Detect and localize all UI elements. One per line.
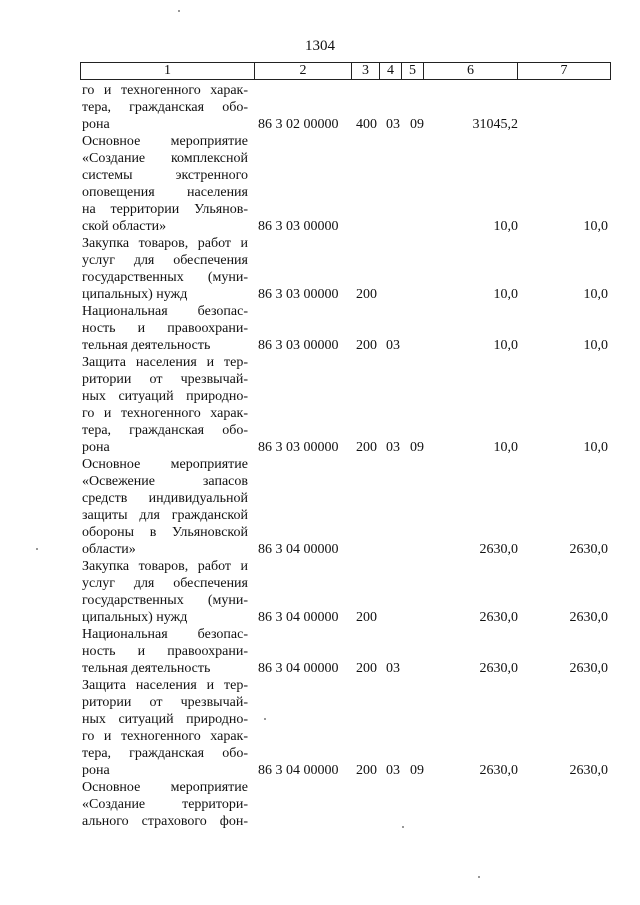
- row-description: [82, 303, 248, 354]
- column-number-2: 2: [255, 63, 352, 80]
- amount-column-6: 10,0: [493, 338, 518, 353]
- column-number-5: 5: [402, 63, 424, 80]
- amount-column-7: 2630,0: [569, 542, 608, 557]
- description-line: Национальная безопас-: [82, 304, 248, 319]
- description-line: тера, гражданская обо-: [82, 423, 248, 438]
- expense-type-code: 200: [356, 610, 377, 625]
- description-line: «Создание территори-: [82, 797, 248, 812]
- amount-column-6: 10,0: [493, 219, 518, 234]
- description-line: Закупка товаров, работ и: [82, 559, 248, 574]
- scan-speck: [478, 876, 480, 878]
- description-line: ных ситуаций природно-: [82, 712, 248, 727]
- amount-column-6: 10,0: [493, 440, 518, 455]
- description-line: рона: [82, 117, 110, 132]
- table-row: [0, 677, 640, 779]
- target-article-code: 86 3 04 00000: [258, 661, 339, 676]
- amount-column-6: 2630,0: [479, 661, 518, 676]
- description-line: Основное мероприятие: [82, 134, 248, 149]
- target-article-code: 86 3 04 00000: [258, 610, 339, 625]
- row-description: [82, 558, 248, 626]
- row-description: [82, 133, 248, 235]
- description-line: Основное мероприятие: [82, 457, 248, 472]
- amount-column-6: 2630,0: [479, 763, 518, 778]
- subsection-code: 09: [410, 440, 424, 455]
- amount-column-6: 2630,0: [479, 542, 518, 557]
- expense-type-code: 200: [356, 287, 377, 302]
- section-code: 03: [386, 338, 400, 353]
- description-line: Защита населения и тер-: [82, 355, 248, 370]
- description-line: го и техногенного харак-: [82, 83, 248, 98]
- amount-column-6: 31045,2: [472, 117, 518, 132]
- description-line: защиты для гражданской: [82, 508, 248, 523]
- description-line: ального страхового фон-: [82, 814, 248, 829]
- scan-speck: [402, 826, 404, 828]
- target-article-code: 86 3 02 00000: [258, 117, 339, 132]
- description-line: ципальных) нужд: [82, 287, 188, 302]
- row-description: [82, 626, 248, 677]
- subsection-code: 09: [410, 117, 424, 132]
- description-line: Защита населения и тер-: [82, 678, 248, 693]
- amount-column-7: 10,0: [583, 440, 608, 455]
- description-line: рона: [82, 763, 110, 778]
- scan-speck: [264, 718, 266, 720]
- subsection-code: 09: [410, 763, 424, 778]
- amount-column-6: 10,0: [493, 287, 518, 302]
- description-line: тельная деятельность: [82, 338, 211, 353]
- target-article-code: 86 3 04 00000: [258, 542, 339, 557]
- description-line: тера, гражданская обо-: [82, 746, 248, 761]
- description-line: ность и правоохрани-: [82, 321, 248, 336]
- row-description: [82, 677, 248, 779]
- section-code: 03: [386, 117, 400, 132]
- target-article-code: 86 3 03 00000: [258, 338, 339, 353]
- description-line: Национальная безопас-: [82, 627, 248, 642]
- description-line: Основное мероприятие: [82, 780, 248, 795]
- amount-column-7: 10,0: [583, 219, 608, 234]
- target-article-code: 86 3 03 00000: [258, 440, 339, 455]
- row-description: [82, 235, 248, 303]
- column-number-6: 6: [424, 63, 518, 80]
- description-line: услуг для обеспечения: [82, 253, 248, 268]
- description-line: го и техногенного харак-: [82, 406, 248, 421]
- table-row: [0, 82, 640, 133]
- description-line: услуг для обеспечения: [82, 576, 248, 591]
- description-line: области»: [82, 542, 136, 557]
- table-row: [0, 558, 640, 626]
- column-number-1: 1: [81, 63, 255, 80]
- description-line: ской области»: [82, 219, 167, 234]
- column-header-table: [80, 62, 611, 80]
- amount-column-7: 2630,0: [569, 763, 608, 778]
- section-code: 03: [386, 763, 400, 778]
- expense-type-code: 200: [356, 661, 377, 676]
- expense-type-code: 200: [356, 338, 377, 353]
- description-line: рона: [82, 440, 110, 455]
- expense-type-code: 400: [356, 117, 377, 132]
- amount-column-6: 2630,0: [479, 610, 518, 625]
- table-row: [0, 303, 640, 354]
- amount-column-7: 10,0: [583, 287, 608, 302]
- description-line: ципальных) нужд: [82, 610, 188, 625]
- description-line: тера, гражданская обо-: [82, 100, 248, 115]
- description-line: средств индивидуальной: [82, 491, 248, 506]
- section-code: 03: [386, 661, 400, 676]
- description-line: ритории от чрезвычай-: [82, 695, 248, 710]
- description-line: государственных (муни-: [82, 593, 248, 608]
- table-row: [0, 626, 640, 677]
- expense-type-code: 200: [356, 440, 377, 455]
- description-line: Закупка товаров, работ и: [82, 236, 248, 251]
- target-article-code: 86 3 04 00000: [258, 763, 339, 778]
- description-line: обороны в Ульяновской: [82, 525, 248, 540]
- amount-column-7: 2630,0: [569, 661, 608, 676]
- description-line: ность и правоохрани-: [82, 644, 248, 659]
- description-line: системы экстренного: [82, 168, 248, 183]
- column-number-3: 3: [352, 63, 380, 80]
- amount-column-7: 2630,0: [569, 610, 608, 625]
- description-line: оповещения населения: [82, 185, 248, 200]
- section-code: 03: [386, 440, 400, 455]
- page-number: 1304: [305, 38, 335, 54]
- row-description: [82, 82, 248, 133]
- scan-speck: [178, 10, 180, 12]
- table-row: [0, 133, 640, 235]
- description-line: на территории Ульянов-: [82, 202, 248, 217]
- table-row: [0, 456, 640, 558]
- description-line: государственных (муни-: [82, 270, 248, 285]
- description-line: тельная деятельность: [82, 661, 211, 676]
- scan-speck: [36, 548, 38, 550]
- row-description: [82, 456, 248, 558]
- row-description: [82, 354, 248, 456]
- description-line: «Создание комплексной: [82, 151, 248, 166]
- table-row: [0, 779, 640, 830]
- expense-type-code: 200: [356, 763, 377, 778]
- amount-column-7: 10,0: [583, 338, 608, 353]
- column-number-7: 7: [518, 63, 611, 80]
- description-line: го и техногенного харак-: [82, 729, 248, 744]
- row-description: [82, 779, 248, 830]
- description-line: ных ситуаций природно-: [82, 389, 248, 404]
- column-number-4: 4: [380, 63, 402, 80]
- description-line: ритории от чрезвычай-: [82, 372, 248, 387]
- target-article-code: 86 3 03 00000: [258, 219, 339, 234]
- target-article-code: 86 3 03 00000: [258, 287, 339, 302]
- description-line: «Освежение запасов: [82, 474, 248, 489]
- table-row: [0, 235, 640, 303]
- table-row: [0, 354, 640, 456]
